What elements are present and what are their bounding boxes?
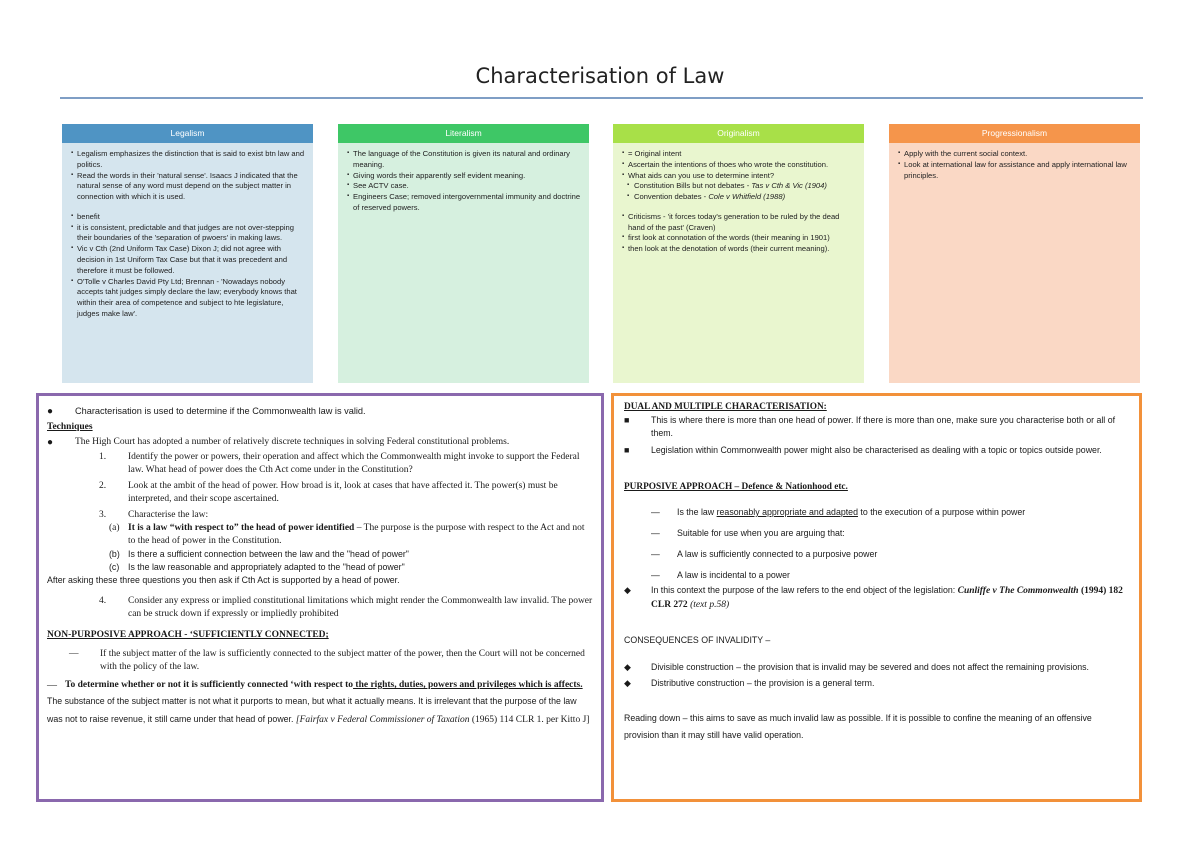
column-heading: Literalism	[338, 124, 589, 143]
list-item: ▪ See ACTV case.	[347, 181, 583, 192]
list-item: ▪ The language of the Constitution is given its natural and ordinary meaning.	[347, 149, 583, 171]
list-item: ▪ Criticisms - 'it forces today's generation to be ruled by the dead hand of the past' (Craven)	[622, 212, 858, 234]
column-heading: Progressionalism	[889, 124, 1140, 143]
dual-and-purposive-box	[611, 393, 1142, 802]
sub-item: (b) Is there a sufficient connection between the law and the "head of power"	[109, 549, 409, 559]
purposive-context-paragraph: ◆ In this context the purpose of the law refers to the end object of the legislation: Cunliffe v The Commonwealth (1994) 182 CLR 272 (text p.58)	[624, 585, 1123, 610]
list-item: ▪ Legalism emphasizes the distinction that is said to exist btn law and politics.	[71, 149, 307, 171]
list-item: ▪ O'Tolle v Charles David Pty Ltd; Brennan - 'Nowadays nobody accepts taht judges simply declare the law; everybody knows that within their area of competence and subject to hte legislature, judges make law'.	[71, 277, 307, 320]
after-questions-text: After asking these three questions you then ask if Cth Act is supported by a head of power.	[47, 575, 400, 585]
characterisation-box	[36, 393, 604, 802]
list-item: ▪ Apply with the current social context.	[898, 149, 1134, 160]
sub-item: (a) It is a law “with respect to” the head of power identified – The purpose is the purpose with respect to the Act and not to the head of power in the Constitution.	[109, 523, 585, 546]
column-heading: Legalism	[62, 124, 313, 143]
case-citation: Tas v Cth & Vic (1904)	[751, 181, 827, 191]
non-purposive-paragraph: — To determine whether or not it is sufficiently connected ‘with respect to the rights, duties, powers and privileges which is affects.	[47, 680, 583, 691]
purposive-item: — Suitable for use when you are arguing that:	[651, 528, 845, 538]
progressionalism-column	[889, 124, 1140, 383]
non-purposive-paragraph: — If the subject matter of the law is sufficiently connected to the subject matter of the power, then the Court will not be concerned with the policy of the law.	[69, 649, 585, 672]
list-item: ▪ = Original intent	[622, 149, 858, 160]
literalism-column	[338, 124, 589, 383]
consequences-item: ◆ Distributive construction – the provision is a general term.	[624, 678, 875, 688]
techniques-heading: Techniques	[47, 422, 93, 432]
sub-item: (c) Is the law reasonable and appropriately adapted to the "head of power"	[109, 562, 405, 572]
step-item: 4. Consider any express or implied constitutional limitations which might render the Commonwealth law invalid. The power can be struck down if expressly or impliedly prohibited	[99, 596, 593, 619]
purposive-item: — A law is incidental to a power	[651, 570, 790, 580]
dual-paragraph: ■ Legislation within Commonwealth power might also be characterised as dealing with a topic or topics outside power.	[624, 445, 1102, 455]
case-citation: Cunliffe v The Commonwealth	[957, 586, 1079, 596]
dual-characterisation-heading: DUAL AND MULTIPLE CHARACTERISATION:	[624, 402, 827, 412]
list-item: ▪ then look at the denotation of words (their current meaning).	[622, 244, 858, 255]
originalism-column	[613, 124, 864, 383]
step-item: 3. Characterise the law:	[99, 510, 209, 520]
dual-paragraph: ■ This is where there is more than one head of power. If there is more than one, make sure you characterise both or all of them.	[624, 415, 1116, 438]
case-citation: Cole v Whitfield (1988)	[708, 192, 786, 202]
list-item: ▪ Ascertain the intentions of thoes who wrote the constitution.	[622, 160, 858, 171]
list-item: ▪ Engineers Case; removed intergovernmental immunity and doctrine of reserved powers.	[347, 192, 583, 214]
list-item: ▪ Read the words in their 'natural sense'. Isaacs J indicated that the natural sense of any word must depend on the subject matter in connection with which it is used.	[71, 171, 307, 203]
consequences-heading: CONSEQUENCES OF INVALIDITY –	[624, 635, 771, 645]
list-item: ▪ Giving words their apparently self evident meaning.	[347, 171, 583, 182]
substance-paragraph: The substance of the subject matter is not what it purports to mean, but what it actually means. It is irrelevant that the purpose of the law was not to raise revenue, it still came under that head of power. [Fairfax v Federal Commissioner of Taxation (1965) 114 CLR 1. per Kitto J]	[47, 696, 590, 725]
list-item: ▪ Vic v Cth (2nd Uniform Tax Case) Dixon J; did not agree with decision in 1st Uniform Tax Case but that it was precedent and therefore it must be followed.	[71, 244, 307, 276]
purposive-heading: PURPOSIVE APPROACH – Defence & Nationhood etc.	[624, 482, 848, 492]
non-purposive-heading: NON-PURPOSIVE APPROACH - ‘SUFFICIENTLY CONNECTED;	[47, 630, 329, 640]
purposive-item: — A law is sufficiently connected to a purposive power	[651, 549, 878, 559]
list-item: ▪ benefit	[71, 212, 307, 223]
step-item: 2. Look at the ambit of the head of power. How broad is it, look at cases that have affected it. The power(s) must be interpreted, and their scope ascertained.	[99, 481, 558, 504]
intro-paragraph: ● Characterisation is used to determine if the Commonwealth law is valid.	[47, 406, 366, 417]
list-item: ▪ Look at international law for assistance and apply international law principles.	[898, 160, 1134, 182]
legalism-column	[62, 124, 313, 383]
list-item: ▪ Convention debates - Cole v Whitfield (1988)	[622, 192, 858, 203]
page-title: Characterisation of Law	[475, 64, 725, 88]
column-heading: Originalism	[613, 124, 864, 143]
list-item: ▪ it is consistent, predictable and that judges are not over-stepping their boundaries of the 'separation of pwoers' in making laws.	[71, 223, 307, 245]
consequences-item: ◆ Divisible construction – the provision that is invalid may be severed and does not affect the remaining provisions.	[624, 662, 1089, 672]
purposive-item: — Is the law reasonably appropriate and adapted to the execution of a purpose within power	[651, 507, 1026, 517]
title-divider	[60, 97, 1143, 99]
step-item: 1. Identify the power or powers, their operation and affect which the Commonwealth might invoke to support the Federal law. What head of power does the Cth Act come under in the Constitution?	[99, 452, 580, 475]
techniques-paragraph: ● The High Court has adopted a number of relatively discrete techniques in solving Federal constitutional problems.	[47, 437, 510, 448]
list-item: ▪ first look at connotation of the words (their meaning in 1901)	[622, 233, 858, 244]
case-citation: [Fairfax v Federal Commissioner of Taxation	[295, 715, 470, 725]
list-item: ▪ What aids can you use to determine intent?	[622, 171, 858, 182]
reading-down-paragraph: Reading down – this aims to save as much invalid law as possible. If it is possible to confine the meaning of an offensive provision than it may still have valid operation.	[624, 713, 1092, 740]
list-item: ▪ Constitution Bills but not debates - Tas v Cth & Vic (1904)	[622, 181, 858, 192]
